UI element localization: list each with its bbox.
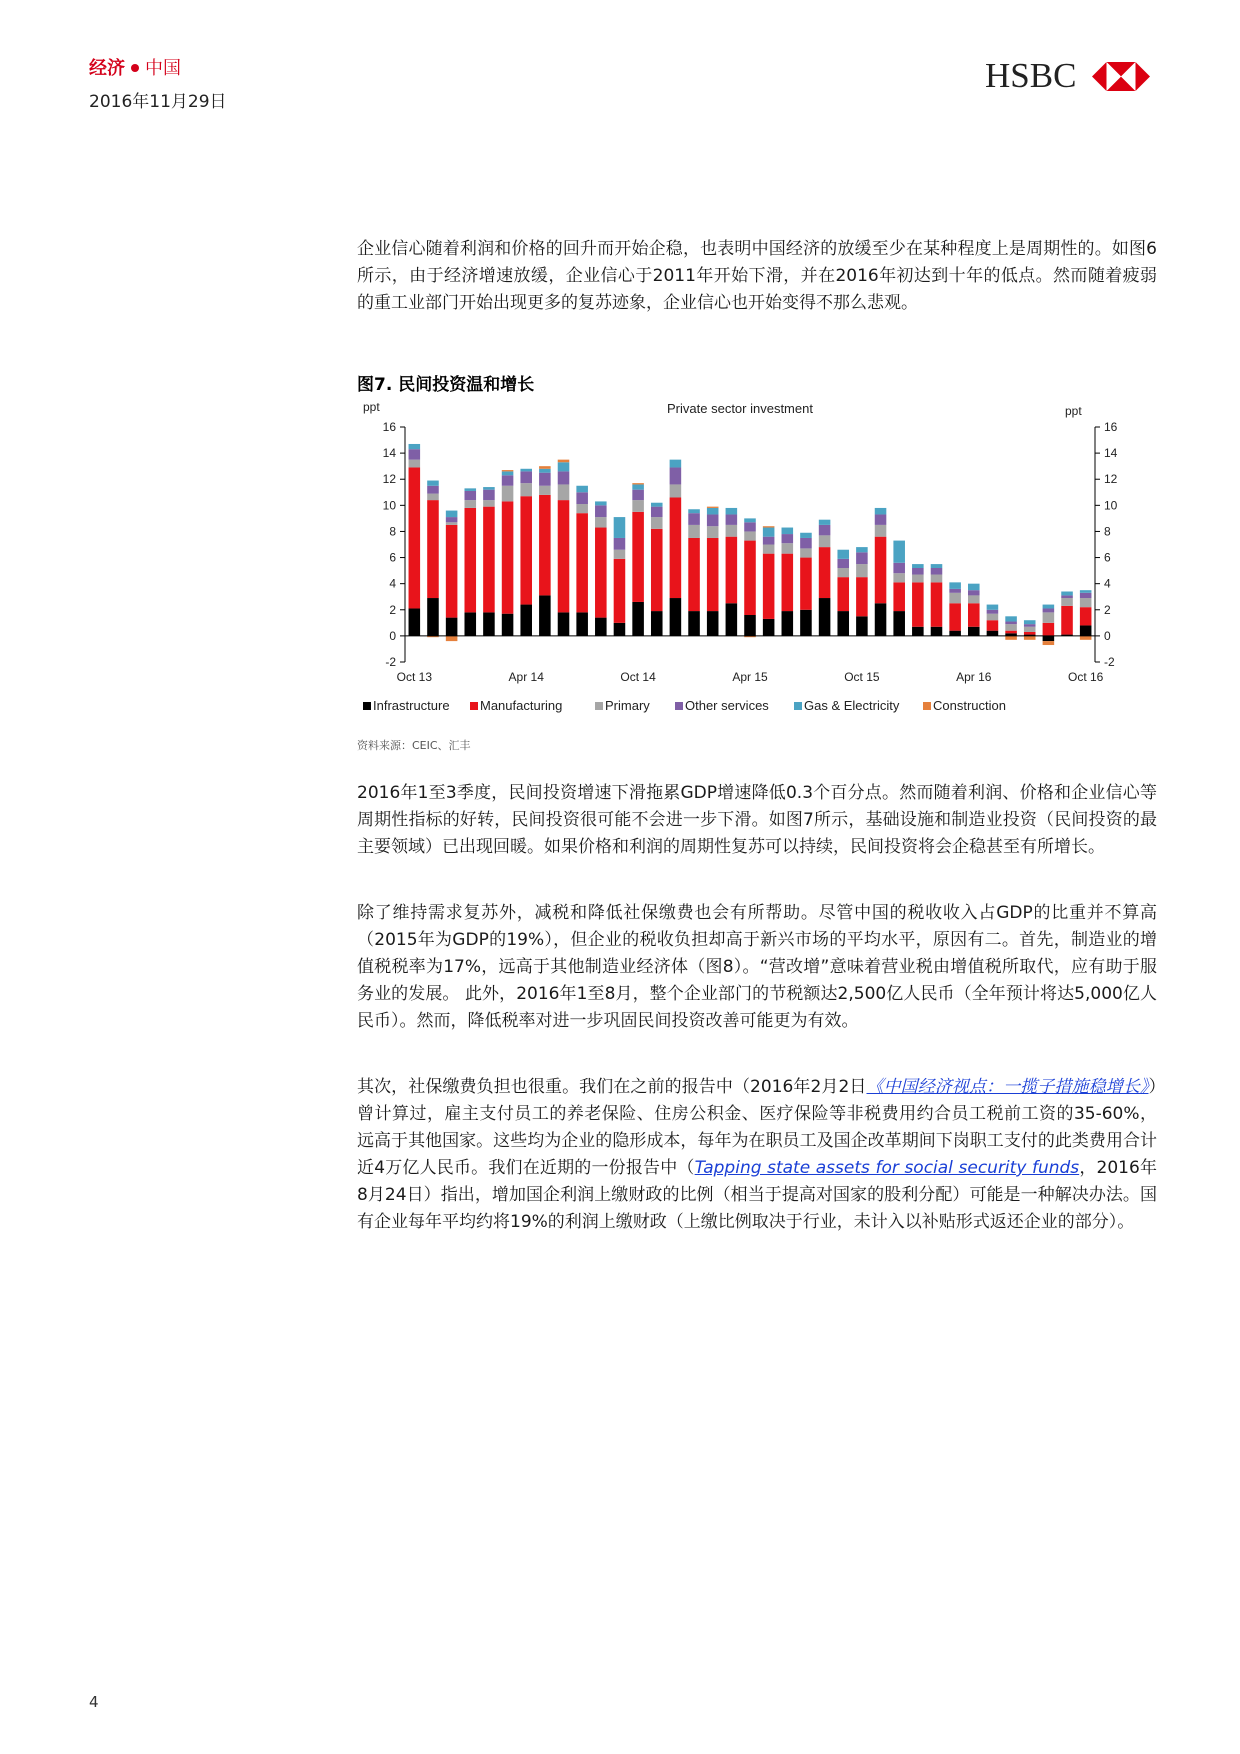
legend-label: Other services xyxy=(685,698,769,713)
bar-infrastructure-apr-14 xyxy=(520,605,532,636)
bar-primary-jul-16 xyxy=(1024,627,1036,632)
y-tick-label-right: 12 xyxy=(1104,472,1118,487)
bar-infrastructure-aug-16 xyxy=(1043,636,1055,641)
bar-other-services-nov-14 xyxy=(651,507,663,517)
bar-other-services-jan-16 xyxy=(912,568,924,575)
bar-manufacturing-oct-15 xyxy=(856,577,868,616)
bar-manufacturing-sep-15 xyxy=(837,577,849,611)
bar-gas-electricity-sep-14 xyxy=(614,517,626,538)
hsbc-hexagon-icon xyxy=(1092,62,1150,91)
bar-other-services-sep-14 xyxy=(614,538,626,550)
bar-infrastructure-may-16 xyxy=(987,631,999,636)
legend-swatch xyxy=(675,702,683,710)
bar-primary-sep-15 xyxy=(837,568,849,577)
bar-manufacturing-jan-16 xyxy=(912,582,924,626)
bar-other-services-feb-14 xyxy=(483,490,495,500)
bar-gas-electricity-mar-16 xyxy=(949,582,961,589)
bar-manufacturing-nov-13 xyxy=(427,500,439,598)
bar-primary-nov-15 xyxy=(875,525,887,537)
paragraph-social-security xyxy=(357,1074,1157,1236)
bar-primary-dec-14 xyxy=(670,484,682,497)
bar-manufacturing-aug-15 xyxy=(819,547,831,598)
bar-primary-nov-13 xyxy=(427,494,439,501)
bar-other-services-may-16 xyxy=(987,610,999,614)
legend-label: Construction xyxy=(933,698,1006,713)
bar-manufacturing-nov-15 xyxy=(875,537,887,604)
bar-manufacturing-jun-15 xyxy=(782,554,794,611)
private-investment-chart xyxy=(357,394,1147,730)
bar-primary-oct-14 xyxy=(632,500,644,512)
bar-manufacturing-mar-14 xyxy=(502,501,514,613)
bar-gas-electricity-oct-16 xyxy=(1080,590,1092,593)
y-tick-label-left: 6 xyxy=(389,550,396,565)
bar-infrastructure-may-14 xyxy=(539,595,551,635)
bar-gas-electricity-jul-14 xyxy=(576,486,588,493)
bar-manufacturing-feb-16 xyxy=(931,582,943,626)
bar-infrastructure-apr-15 xyxy=(744,615,756,636)
paragraph-tax-burden: 除了维持需求复苏外，减税和降低社保缴费也会有所帮助。尽管中国的税收收入占GDP的比重并不算高（2015年为GDP的19%），但企业的税收负担却高于新兴市场的平均水平，原因有二。首先，制造业的增值税税率为17%，远高于其他制造业经济体（图8）。“营改增”意味着营业税由增值税所取代，应有助于服务业的发展。 此外，2016年1至8月，整个企业部门的节税额达2,500亿人民币（全年预计将达5,000亿人民币）。然而，降低税率对进一步巩固民间投资改善可能更为有效。 xyxy=(357,903,1157,1031)
bar-gas-electricity-apr-16 xyxy=(968,584,980,591)
legend-label: Primary xyxy=(605,698,650,713)
y-tick-label-right: -2 xyxy=(1104,655,1115,669)
hsbc-logo xyxy=(985,56,1155,96)
report-date: 2016年11月29日 xyxy=(89,92,227,112)
p4-text-c: ，2016年8月24日）指出，增加国企利润上缴财政的比例（相当于提高对国家的股利分配）可能是一种解决办法。国有企业每年平均约将19%的利润上缴财政（上缴比例取决于行业，未计入以补贴形式返还企业的部分）。 xyxy=(357,1158,1157,1232)
bar-infrastructure-jun-14 xyxy=(558,612,570,636)
bar-primary-jun-16 xyxy=(1005,624,1017,631)
bar-manufacturing-may-16 xyxy=(987,620,999,630)
bar-primary-jul-15 xyxy=(800,548,812,557)
bar-manufacturing-dec-15 xyxy=(893,582,905,611)
bar-other-services-jun-16 xyxy=(1005,622,1017,625)
report-link-china-policy[interactable]: 《中国经济视点：一揽子措施稳增长》 xyxy=(866,1077,1149,1097)
y-axis-left-label: ppt xyxy=(363,400,380,414)
bar-primary-nov-14 xyxy=(651,517,663,529)
bar-gas-electricity-jan-15 xyxy=(688,509,700,513)
bar-manufacturing-oct-13 xyxy=(409,467,421,608)
bar-manufacturing-nov-14 xyxy=(651,529,663,611)
bar-infrastructure-sep-14 xyxy=(614,623,626,636)
bar-manufacturing-mar-15 xyxy=(726,537,738,604)
bar-other-services-may-14 xyxy=(539,473,551,486)
y-tick-label-right: 10 xyxy=(1104,498,1118,513)
bar-infrastructure-jul-14 xyxy=(576,612,588,636)
bar-other-services-feb-15 xyxy=(707,514,719,526)
section-label xyxy=(89,54,181,80)
bar-primary-oct-13 xyxy=(409,460,421,468)
bar-gas-electricity-nov-14 xyxy=(651,503,663,507)
bar-primary-may-14 xyxy=(539,486,551,495)
bar-manufacturing-oct-14 xyxy=(632,512,644,602)
bar-primary-mar-14 xyxy=(502,486,514,502)
y-tick-label-left: 4 xyxy=(389,576,396,591)
y-tick-label-left: 8 xyxy=(389,524,396,539)
bar-primary-mar-15 xyxy=(726,525,738,537)
legend-swatch xyxy=(794,702,802,710)
x-tick-label: Apr 16 xyxy=(956,670,992,684)
bar-other-services-may-15 xyxy=(763,537,775,545)
bar-gas-electricity-mar-14 xyxy=(502,471,514,475)
bar-infrastructure-jul-15 xyxy=(800,610,812,636)
bar-primary-jun-15 xyxy=(782,543,794,553)
section-label-text: 经济 xyxy=(89,58,125,79)
bar-infrastructure-feb-15 xyxy=(707,611,719,636)
bar-manufacturing-sep-14 xyxy=(614,559,626,623)
bar-infrastructure-oct-13 xyxy=(409,608,421,635)
bar-manufacturing-apr-14 xyxy=(520,496,532,604)
bar-primary-jan-14 xyxy=(464,500,476,508)
bar-construction-jul-16 xyxy=(1024,636,1036,640)
bar-gas-electricity-apr-14 xyxy=(520,469,532,472)
bar-gas-electricity-oct-14 xyxy=(632,484,644,489)
bar-primary-mar-16 xyxy=(949,593,961,603)
bar-infrastructure-dec-13 xyxy=(446,618,458,636)
bar-other-services-dec-15 xyxy=(893,563,905,573)
x-tick-label: Apr 15 xyxy=(732,670,768,684)
legend-swatch xyxy=(595,702,603,710)
bar-infrastructure-may-15 xyxy=(763,619,775,636)
bar-infrastructure-dec-15 xyxy=(893,611,905,636)
x-tick-label: Oct 16 xyxy=(1067,670,1104,684)
bar-other-services-aug-14 xyxy=(595,505,607,517)
bar-primary-may-16 xyxy=(987,614,999,621)
bar-other-services-aug-16 xyxy=(1043,608,1055,612)
bar-gas-electricity-dec-13 xyxy=(446,511,458,518)
bar-construction-oct-16 xyxy=(1080,636,1092,640)
bar-construction-may-15 xyxy=(763,526,775,527)
bar-manufacturing-jun-14 xyxy=(558,500,570,612)
bar-other-services-oct-16 xyxy=(1080,593,1092,598)
bar-gas-electricity-aug-14 xyxy=(595,501,607,505)
y-tick-label-left: 0 xyxy=(389,628,396,643)
bar-infrastructure-feb-14 xyxy=(483,612,495,636)
bar-primary-oct-16 xyxy=(1080,598,1092,607)
bar-primary-jul-14 xyxy=(576,504,588,513)
bar-other-services-aug-15 xyxy=(819,525,831,535)
bar-primary-dec-15 xyxy=(893,573,905,582)
bar-infrastructure-nov-13 xyxy=(427,598,439,636)
bar-other-services-apr-16 xyxy=(968,590,980,595)
section-region: 中国 xyxy=(145,58,181,79)
bar-gas-electricity-feb-15 xyxy=(707,508,719,515)
bar-manufacturing-dec-13 xyxy=(446,525,458,618)
bar-infrastructure-mar-16 xyxy=(949,631,961,636)
bar-primary-jan-16 xyxy=(912,575,924,583)
bar-primary-dec-13 xyxy=(446,522,458,525)
bar-primary-oct-15 xyxy=(856,564,868,577)
bar-infrastructure-jan-15 xyxy=(688,611,700,636)
logo-text: HSBC xyxy=(985,56,1077,95)
bar-construction-may-14 xyxy=(539,466,551,469)
bar-gas-electricity-jun-14 xyxy=(558,462,570,471)
bar-gas-electricity-oct-15 xyxy=(856,547,868,552)
bar-primary-aug-14 xyxy=(595,517,607,527)
bar-manufacturing-apr-15 xyxy=(744,541,756,615)
y-tick-label-right: 0 xyxy=(1104,628,1111,643)
bar-construction-jun-16 xyxy=(1005,636,1017,640)
bar-other-services-oct-15 xyxy=(856,552,868,564)
bar-infrastructure-jan-16 xyxy=(912,627,924,636)
bar-primary-apr-14 xyxy=(520,483,532,496)
bar-other-services-sep-16 xyxy=(1061,595,1073,598)
bar-construction-aug-16 xyxy=(1043,641,1055,645)
y-tick-label-left: 2 xyxy=(389,602,396,617)
bar-infrastructure-aug-14 xyxy=(595,618,607,636)
bar-other-services-apr-15 xyxy=(744,522,756,531)
bar-manufacturing-apr-16 xyxy=(968,603,980,627)
bar-manufacturing-jun-16 xyxy=(1005,631,1017,634)
figure-title: 图7. 民间投资温和增长 xyxy=(357,375,535,395)
bar-primary-aug-16 xyxy=(1043,612,1055,622)
bar-infrastructure-dec-14 xyxy=(670,598,682,636)
bar-other-services-dec-14 xyxy=(670,467,682,484)
bar-manufacturing-feb-15 xyxy=(707,538,719,611)
bar-construction-feb-15 xyxy=(707,507,719,508)
bar-other-services-mar-14 xyxy=(502,475,514,485)
legend-label: Manufacturing xyxy=(480,698,563,713)
bar-gas-electricity-dec-14 xyxy=(670,460,682,468)
bar-primary-aug-15 xyxy=(819,535,831,547)
x-tick-label: Oct 15 xyxy=(844,670,880,684)
bar-manufacturing-sep-16 xyxy=(1061,606,1073,635)
bar-other-services-dec-13 xyxy=(446,517,458,522)
bar-primary-jun-14 xyxy=(558,484,570,500)
bar-other-services-nov-15 xyxy=(875,514,887,524)
bar-other-services-jul-15 xyxy=(800,538,812,548)
bar-gas-electricity-jan-16 xyxy=(912,564,924,568)
y-tick-label-left: 12 xyxy=(382,472,396,487)
bar-infrastructure-oct-16 xyxy=(1080,625,1092,635)
bar-primary-feb-14 xyxy=(483,500,495,507)
y-tick-label-right: 8 xyxy=(1104,524,1111,539)
bar-manufacturing-jul-16 xyxy=(1024,632,1036,635)
bar-other-services-oct-13 xyxy=(409,449,421,459)
bar-manufacturing-jul-14 xyxy=(576,513,588,612)
bar-gas-electricity-may-14 xyxy=(539,469,551,473)
bar-other-services-jun-14 xyxy=(558,471,570,484)
y-tick-label-left: -2 xyxy=(385,655,396,669)
bar-infrastructure-feb-16 xyxy=(931,627,943,636)
bar-other-services-feb-16 xyxy=(931,568,943,575)
bar-construction-jun-14 xyxy=(558,460,570,463)
bar-gas-electricity-sep-16 xyxy=(1061,592,1073,596)
legend-label: Infrastructure xyxy=(373,698,450,713)
legend-swatch xyxy=(363,702,371,710)
bar-infrastructure-mar-15 xyxy=(726,603,738,636)
bar-primary-jan-15 xyxy=(688,525,700,538)
bar-construction-mar-14 xyxy=(502,470,514,471)
legend-label: Gas & Electricity xyxy=(804,698,900,713)
bar-manufacturing-may-14 xyxy=(539,495,551,596)
figure-source: 资料来源：CEIC、汇丰 xyxy=(357,739,471,752)
y-axis-right-label: ppt xyxy=(1065,404,1082,418)
bar-gas-electricity-sep-15 xyxy=(837,550,849,559)
bar-gas-electricity-may-16 xyxy=(987,605,999,610)
bar-other-services-sep-15 xyxy=(837,559,849,568)
y-tick-label-left: 14 xyxy=(382,446,396,461)
y-tick-label-right: 6 xyxy=(1104,550,1111,565)
bullet-dot-icon xyxy=(131,64,139,72)
y-tick-label-right: 14 xyxy=(1104,446,1118,461)
bar-manufacturing-oct-16 xyxy=(1080,607,1092,625)
y-tick-label-right: 2 xyxy=(1104,602,1111,617)
bar-manufacturing-jan-15 xyxy=(688,538,700,611)
bar-other-services-mar-16 xyxy=(949,589,961,593)
bar-infrastructure-sep-15 xyxy=(837,611,849,636)
bar-other-services-jul-16 xyxy=(1024,624,1036,627)
x-tick-label: Apr 14 xyxy=(508,670,544,684)
bar-gas-electricity-apr-15 xyxy=(744,518,756,522)
bar-manufacturing-feb-14 xyxy=(483,507,495,613)
bar-infrastructure-apr-16 xyxy=(968,627,980,636)
bar-gas-electricity-aug-16 xyxy=(1043,605,1055,609)
bar-primary-apr-15 xyxy=(744,531,756,540)
bar-gas-electricity-jul-16 xyxy=(1024,620,1036,624)
bar-gas-electricity-jun-15 xyxy=(782,528,794,535)
bar-other-services-jul-14 xyxy=(576,492,588,504)
bar-construction-oct-14 xyxy=(632,483,644,484)
legend-swatch xyxy=(470,702,478,710)
bar-manufacturing-may-15 xyxy=(763,554,775,619)
bar-primary-feb-15 xyxy=(707,526,719,538)
bar-primary-feb-16 xyxy=(931,575,943,583)
paragraph-private-investment: 2016年1至3季度，民间投资增速下滑拖累GDP增速降低0.3个百分点。然而随着利润、价格和企业信心等周期性指标的好转，民间投资很可能不会进一步下滑。如图7所示，基础设施和制造业投资（民间投资的最主要领域）已出现回暖。如果价格和利润的周期性复苏可以持续，民间投资将会企稳甚至有所增长。 xyxy=(357,783,1157,857)
bar-other-services-jun-15 xyxy=(782,534,794,543)
bar-infrastructure-aug-15 xyxy=(819,598,831,636)
bar-primary-sep-14 xyxy=(614,550,626,559)
bar-manufacturing-aug-16 xyxy=(1043,623,1055,636)
report-link-state-assets[interactable]: Tapping state assets for social security funds xyxy=(694,1158,1080,1178)
bar-construction-dec-13 xyxy=(446,636,458,641)
bar-gas-electricity-dec-15 xyxy=(893,541,905,563)
bar-infrastructure-nov-15 xyxy=(875,603,887,636)
paragraph-business-confidence: 企业信心随着利润和价格的回升而开始企稳，也表明中国经济的放缓至少在某种程度上是周期性的。如图6所示，由于经济增速放缓，企业信心于2011年开始下滑，并在2016年初达到十年的低点。然而随着疲弱的重工业部门开始出现更多的复苏迹象，企业信心也开始变得不那么悲观。 xyxy=(357,239,1157,313)
bar-infrastructure-nov-14 xyxy=(651,611,663,636)
bar-other-services-mar-15 xyxy=(726,514,738,524)
bar-other-services-oct-14 xyxy=(632,490,644,500)
y-tick-label-right: 4 xyxy=(1104,576,1111,591)
bar-manufacturing-jul-15 xyxy=(800,558,812,610)
bar-other-services-apr-14 xyxy=(520,471,532,483)
bar-gas-electricity-jan-14 xyxy=(464,488,476,491)
bar-infrastructure-mar-14 xyxy=(502,614,514,636)
bar-manufacturing-aug-14 xyxy=(595,528,607,618)
p4-text-a: 其次，社保缴费负担也很重。我们在之前的报告中（2016年2月2日 xyxy=(357,1077,867,1097)
bar-primary-sep-16 xyxy=(1061,598,1073,606)
bar-infrastructure-oct-14 xyxy=(632,602,644,636)
bar-gas-electricity-oct-13 xyxy=(409,444,421,449)
chart-title: Private sector investment xyxy=(667,401,813,416)
bar-manufacturing-dec-14 xyxy=(670,498,682,599)
bar-infrastructure-jun-15 xyxy=(782,611,794,636)
bar-other-services-jan-15 xyxy=(688,513,700,525)
bar-infrastructure-oct-15 xyxy=(856,616,868,636)
legend-swatch xyxy=(923,702,931,710)
x-tick-label: Oct 13 xyxy=(396,670,433,684)
bar-other-services-nov-13 xyxy=(427,486,439,494)
bar-gas-electricity-may-15 xyxy=(763,528,775,537)
bar-infrastructure-jan-14 xyxy=(464,612,476,636)
bar-gas-electricity-nov-15 xyxy=(875,508,887,515)
bar-other-services-jan-14 xyxy=(464,491,476,500)
bar-gas-electricity-feb-14 xyxy=(483,487,495,490)
p4-text-b: ）曾计算过，雇主支付员工的养老保险、住房公积金、医疗保险等非税费用约合员工税前工资的35-60%， 远高于其他国家。这些均为企业的隐形成本，每年为在职员工及国企改革期间下岗职工支付的此类费用合计近4万亿人民币。我们在近期的一份报告中（ xyxy=(357,1077,1157,1178)
bar-gas-electricity-nov-13 xyxy=(427,481,439,486)
bar-gas-electricity-feb-16 xyxy=(931,564,943,568)
bar-manufacturing-mar-16 xyxy=(949,603,961,630)
bar-primary-may-15 xyxy=(763,545,775,554)
y-tick-label-left: 10 xyxy=(382,498,396,513)
bar-manufacturing-jan-14 xyxy=(464,508,476,612)
bar-gas-electricity-mar-15 xyxy=(726,508,738,515)
bar-primary-apr-16 xyxy=(968,595,980,603)
bar-gas-electricity-jul-15 xyxy=(800,533,812,538)
y-tick-label-right: 16 xyxy=(1104,420,1118,434)
bar-gas-electricity-aug-15 xyxy=(819,520,831,525)
page-number: 4 xyxy=(89,1693,99,1711)
x-tick-label: Oct 14 xyxy=(620,670,656,684)
y-tick-label-left: 16 xyxy=(382,420,396,434)
bar-gas-electricity-jun-16 xyxy=(1005,616,1017,621)
